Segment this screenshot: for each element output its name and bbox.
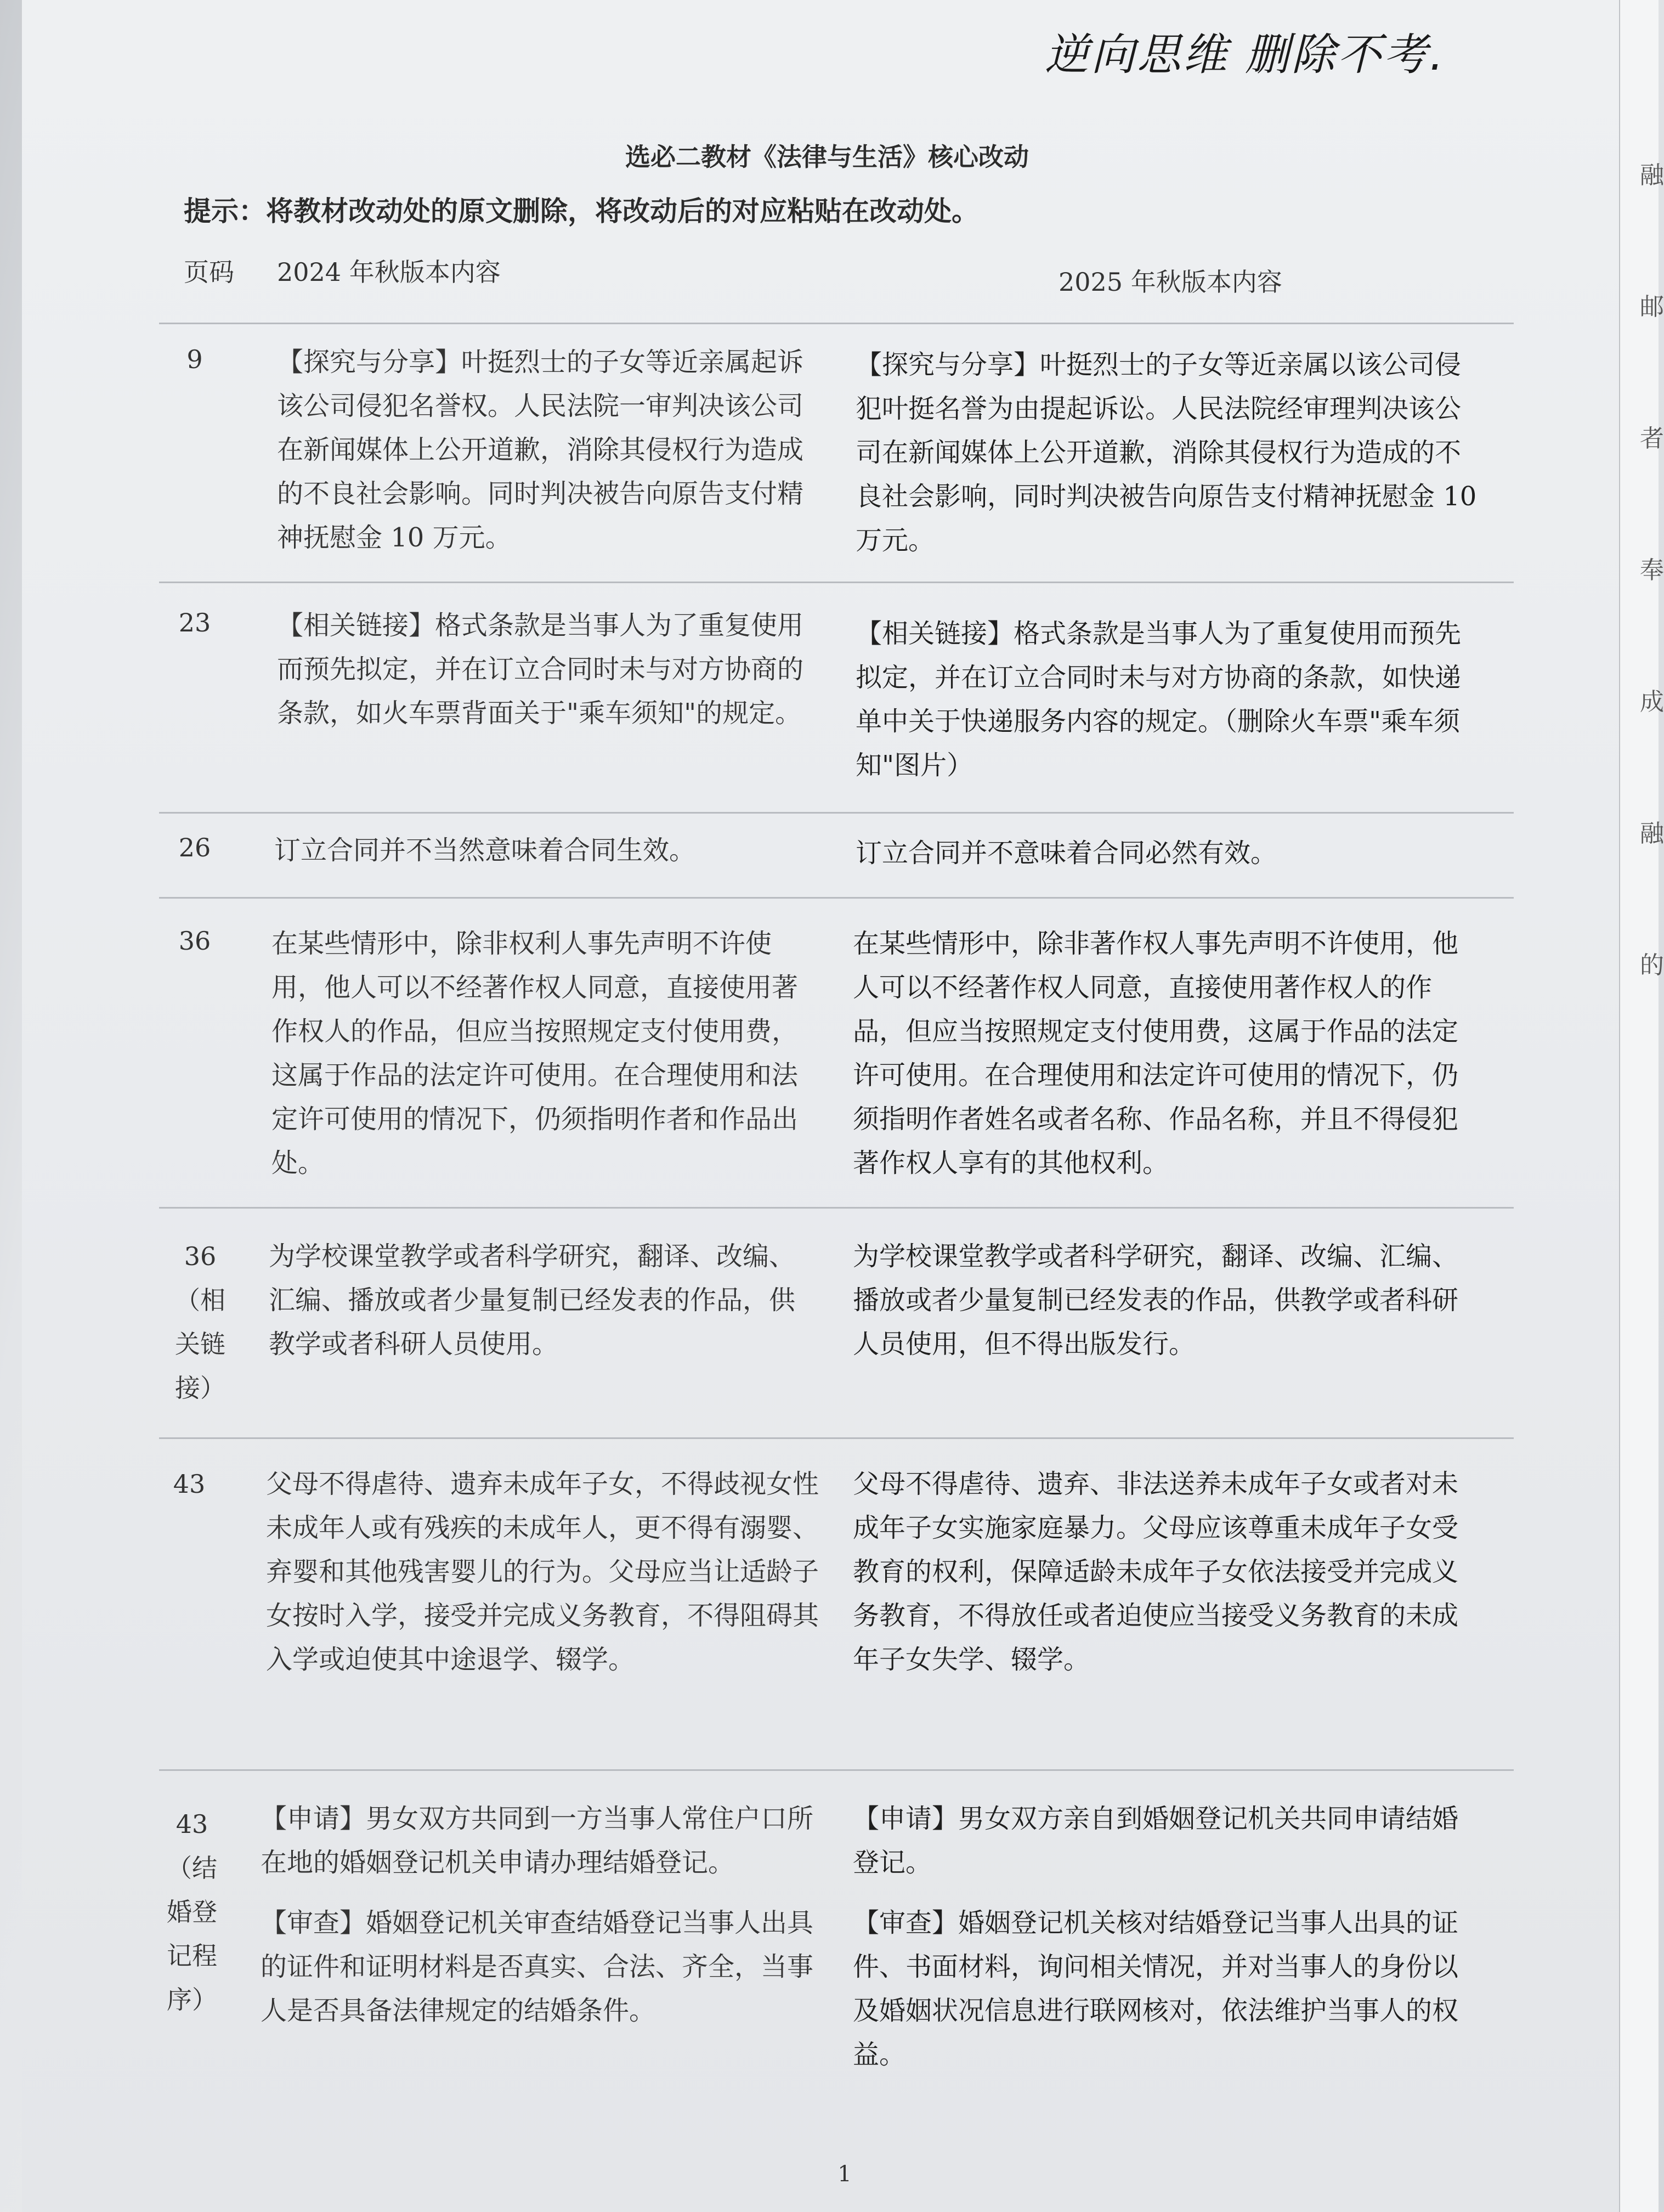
row-page-number: 9 [186,345,203,374]
old-content: 【探究与分享】叶挺烈士的子女等近亲属起诉该公司侵犯名誉权。人民法院一审判决该公司在新闻媒体上公开道歉，消除其侵权行为造成的不良社会影响。同时判决被告向原告支付精神抚慰金 10 万元。 [277,347,804,553]
page-footer-number: 1 [837,2162,852,2187]
new-content: 在某些情形中，除非著作权人事先声明不许使用，他人可以不经著作权人同意，直接使用著作权人的作品，但应当按照规定支付使用费，这属于作品的法定许可使用。在合理使用和法定许可使用的情况下，仍须指明作者姓名或者名称、作品名称，并且不得侵犯著作权人享有的其他权利。 [853,928,1459,1178]
new-content: 【申请】男女双方亲自到婚姻登记机关共同申请结婚登记。 【审查】婚姻登记机关核对结婚登记当事人出具的证件、书面材料，询问相关情况，并对当事人的身份以及婚姻状况信息进行联网核对，依法维护当事人的权益。 [853,1803,1459,2070]
new-content: 【相关链接】格式条款是当事人为了重复使用而预先拟定，并在订立合同时未与对方协商的条款，如快递单中关于快递服务内容的规定。（删除火车票"乘车须知"图片） [856,618,1462,781]
row-divider [159,897,1514,899]
new-content: 父母不得虐待、遗弃、非法送养未成年子女或者对未成年子女实施家庭暴力。父母应该尊重未成年子女受教育的权利，保障适龄未成年子女依法接受并完成义务教育，不得放任或者迫使应当接受义务教育的未成年子女失学、辍学。 [853,1469,1459,1675]
old-content: 为学校课堂教学或者科学研究，翻译、改编、汇编、播放或者少量复制已经发表的作品，供教学或者科研人员使用。 [269,1241,796,1359]
old-content: 【申请】男女双方共同到一方当事人常住户口所在地的婚姻登记机关申请办理结婚登记。 【审查】婚姻登记机关审查结婚登记当事人出具的证件和证明材料是否真实、合法、齐全，当事人是否具备法律规定的结婚条件。 [261,1803,814,2026]
header-2024: 2024 年秋版本内容 [277,257,501,287]
row-page-number: 43 [173,1469,206,1499]
old-content: 父母不得虐待、遗弃未成年子女，不得歧视女性未成年人或有残疾的未成年人，更不得有溺婴、弃婴和其他残害婴儿的行为。父母应当让适龄子女按时入学，接受并完成义务教育，不得阻碍其入学或迫使其中途退学、辍学。 [266,1469,819,1675]
row-divider [159,323,1514,324]
row-page-number: 36 [178,926,211,956]
hint-text: 提示：将教材改动处的原文删除，将改动后的对应粘贴在改动处。 [184,195,979,227]
old-content: 在某些情形中，除非权利人事先声明不许使用，他人可以不经著作权人同意，直接使用著作权人的作品，但应当按照规定支付使用费，这属于作品的法定许可使用。在合理使用和法定许可使用的情况下，仍须指明作者和作品出处。 [271,928,799,1178]
new-content: 订立合同并不意味着合同必然有效。 [856,838,1277,868]
new-content: 为学校课堂教学或者科学研究，翻译、改编、汇编、播放或者少量复制已经发表的作品，供教学或者科研人员使用，但不得出版发行。 [853,1241,1459,1359]
old-content: 订立合同并不当然意味着合同生效。 [274,835,696,866]
row-divider [159,1207,1514,1209]
row-divider [159,812,1514,814]
header-page: 页码 [184,257,234,287]
new-content: 【探究与分享】叶挺烈士的子女等近亲属以该公司侵犯叶挺名誉为由提起诉讼。人民法院经审理判决该公司在新闻媒体上公开道歉，消除其侵权行为造成的不良社会影响，同时判决被告向原告支付精神抚慰金 10 万元。 [856,349,1477,556]
row-page-number: 43（结婚登记程序） [167,1809,217,2015]
row-divider [159,1437,1514,1439]
header-2025: 2025 年秋版本内容 [1059,267,1282,297]
row-page-number: 36（相关链接） [175,1242,225,1403]
document-title: 选必二教材《法律与生活》核心改动 [625,142,1029,172]
old-content: 【相关链接】格式条款是当事人为了重复使用而预先拟定，并在订立合同时未与对方协商的条款，如火车票背面关于"乘车须知"的规定。 [277,610,804,729]
row-page-number: 26 [178,833,211,862]
row-divider [159,1769,1514,1771]
handwritten-note: 逆向思维 删除不考. [1045,29,1446,80]
adjacent-page-text: 融邮者奉成融的 [1640,161,1664,979]
row-divider [159,582,1514,583]
row-page-number: 23 [178,608,211,637]
